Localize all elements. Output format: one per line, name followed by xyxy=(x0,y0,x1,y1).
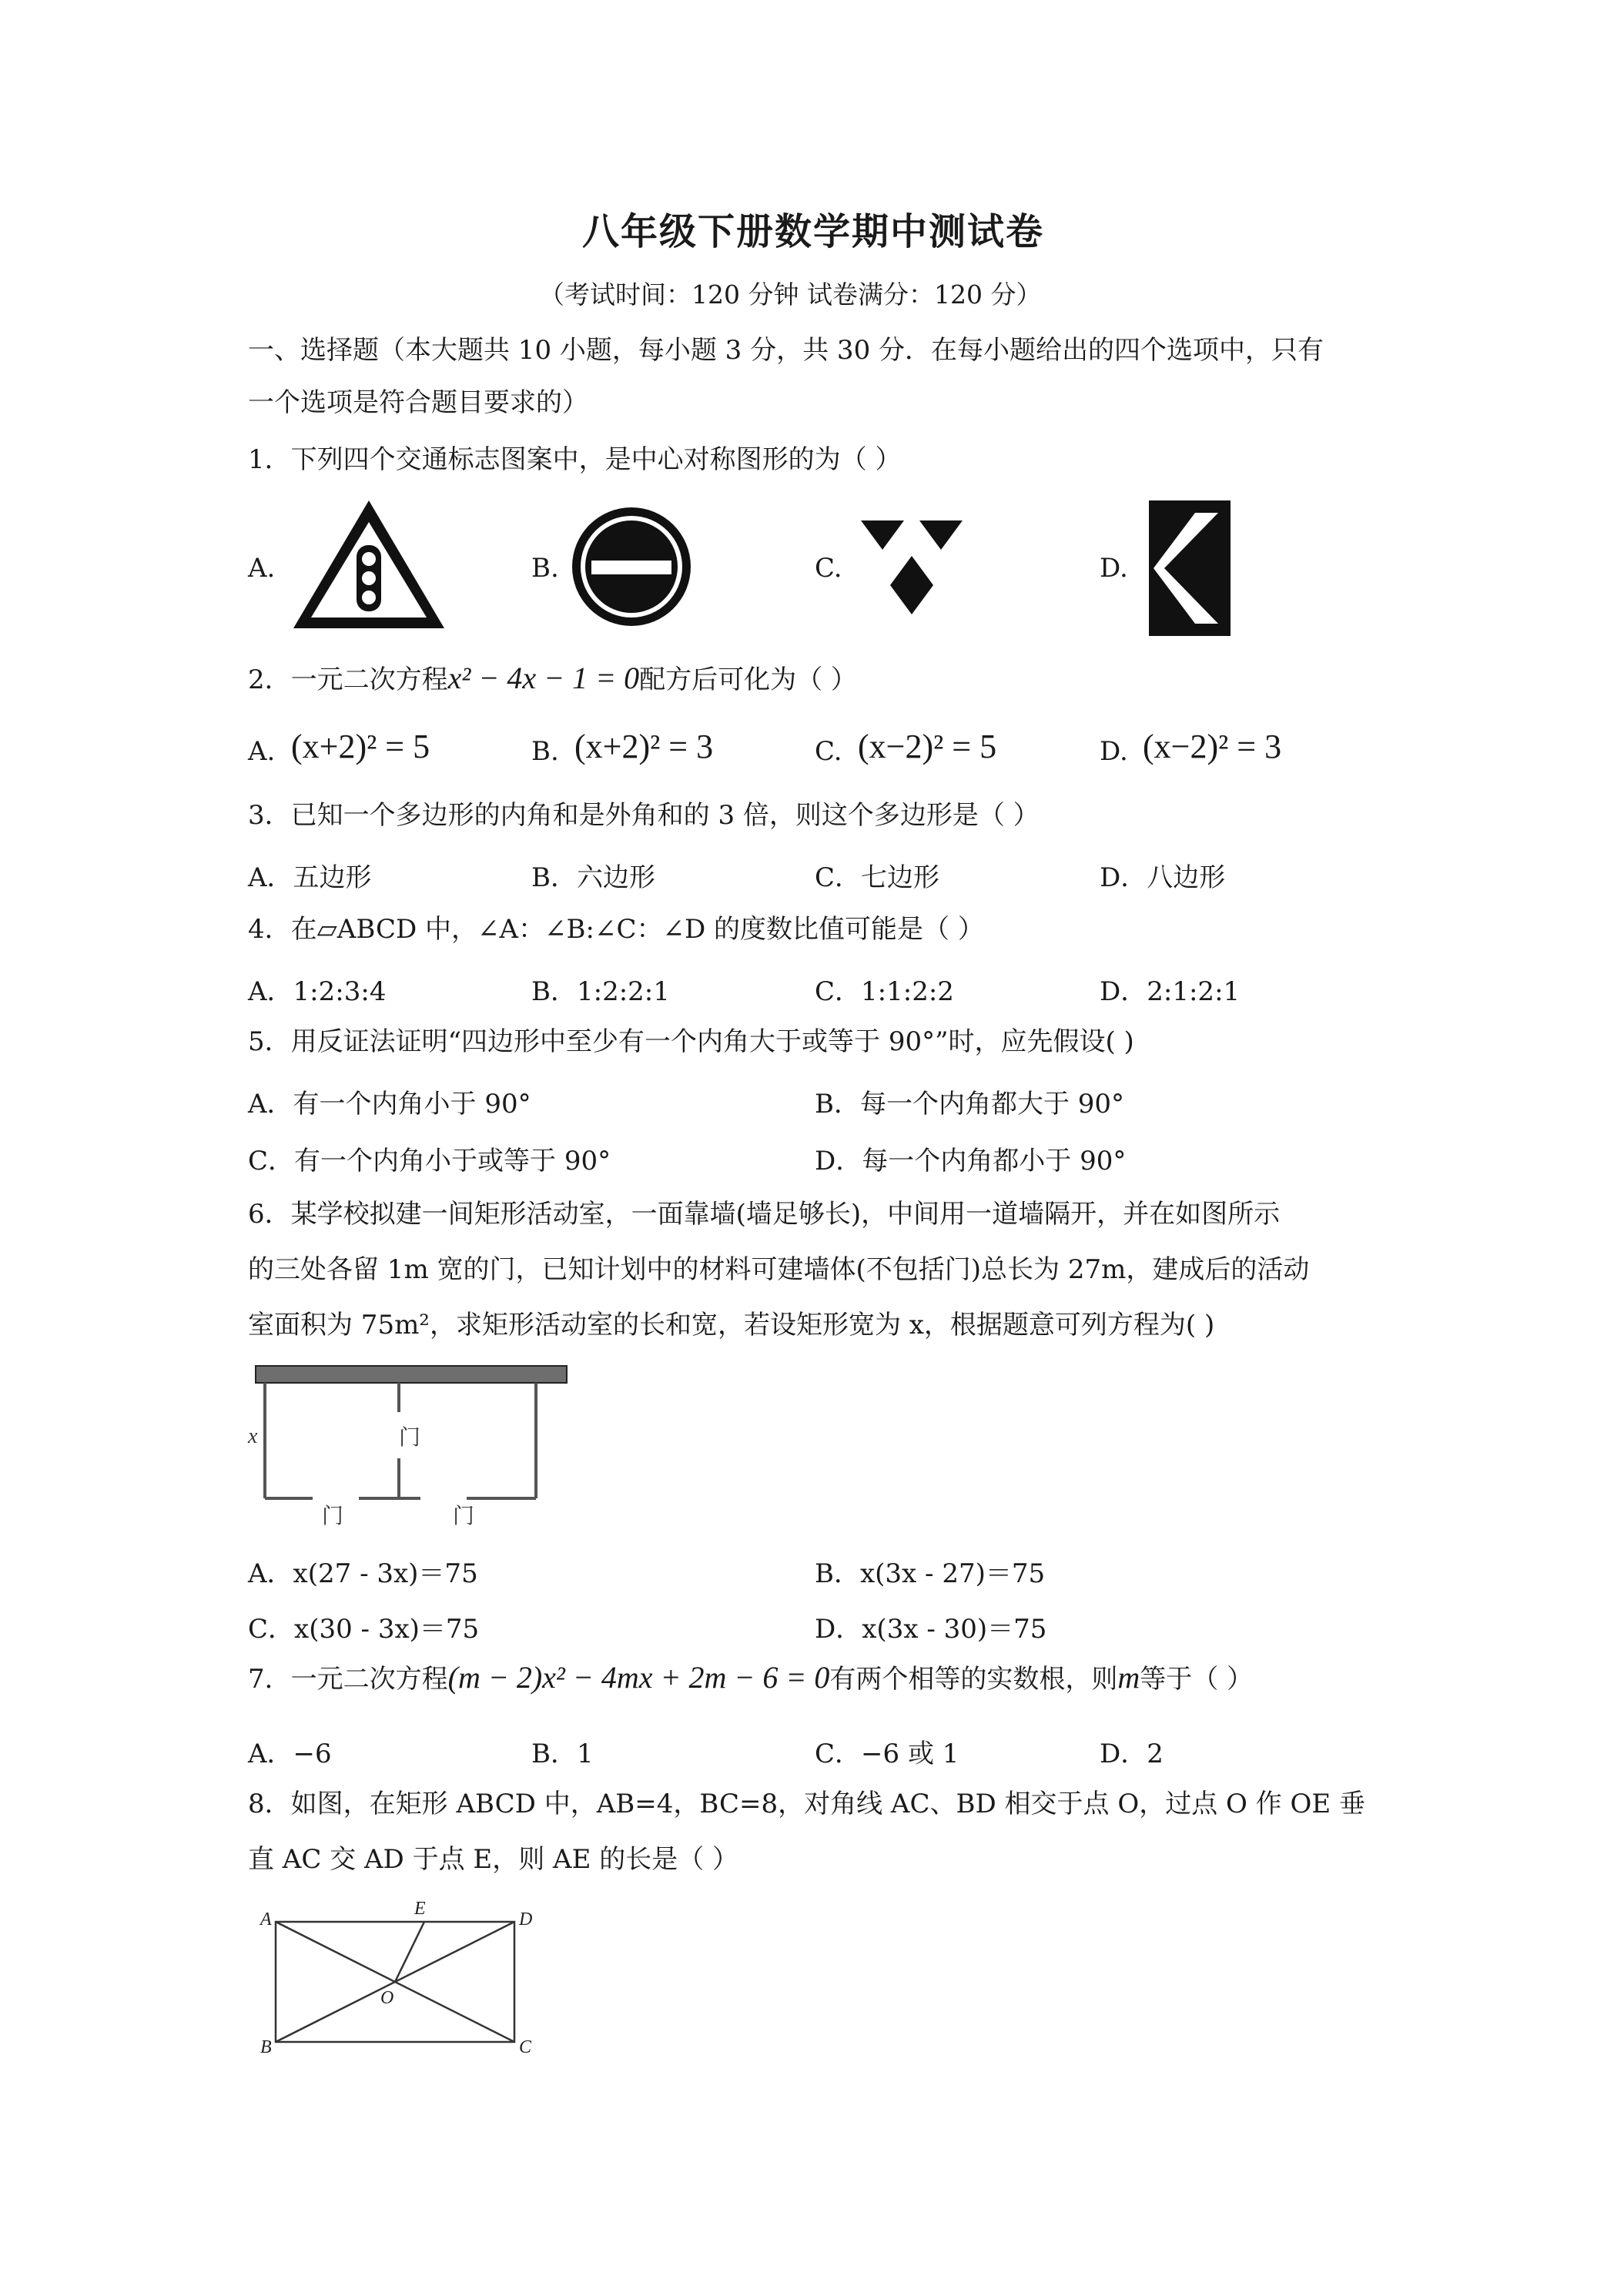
point-d-label: D xyxy=(519,1909,533,1930)
question-1-stem: 1．下列四个交通标志图案中，是中心对称图形的为（ ） xyxy=(248,444,902,475)
q2-option-c: (x−2)² = 5 xyxy=(858,728,997,765)
q2-equation: x² − 4x − 1 = 0 xyxy=(447,661,640,695)
wall-diagram-door-label-left: 门 xyxy=(322,1503,344,1528)
rectangle-diagonals-diagram xyxy=(253,1896,545,2057)
question-6-line-3: 室面积为 75m²，求矩形活动室的长和宽，若设矩形宽为 x，根据题意可列方程为( ) xyxy=(248,1310,1215,1340)
question-5-stem: 5．用反证法证明“四边形中至少有一个内角大于或等于 90°”时，应先假设( ) xyxy=(248,1026,1134,1057)
page-title: 八年级下册数学期中测试卷 xyxy=(582,210,1045,253)
point-c-label: C xyxy=(519,2037,532,2057)
q6-option-c: C．x(30 - 3x)＝75 xyxy=(248,1614,480,1645)
q6-option-d: D．x(3x - 30)＝75 xyxy=(815,1614,1047,1645)
q6-option-b: B．x(3x - 27)＝75 xyxy=(815,1558,1046,1589)
no-entry-sign-icon xyxy=(570,505,693,628)
chevron-left-sign-icon xyxy=(1147,499,1232,638)
q2-stem-suffix: 配方后可化为（ ） xyxy=(639,664,857,695)
question-2-stem xyxy=(248,662,857,696)
section-header-cont: 一个选项是符合题目要求的） xyxy=(248,387,588,418)
q5-option-d: D．每一个内角都小于 90° xyxy=(815,1146,1127,1176)
q2-option-d-label: D. xyxy=(1100,736,1128,767)
q3-option-b: B．六边形 xyxy=(531,862,655,893)
q4-option-d: D．2:1:2:1 xyxy=(1100,976,1241,1007)
q5-option-a: A．有一个内角小于 90° xyxy=(248,1089,531,1120)
question-7-stem xyxy=(248,1662,1253,1695)
q7-stem-prefix: 7．一元二次方程 xyxy=(248,1664,448,1695)
question-8-line-1: 8．如图，在矩形 ABCD 中，AB=4，BC=8，对角线 AC、BD 相交于点 O，过点 O 作 OE 垂 xyxy=(248,1789,1366,1819)
q1-option-d-label: D. xyxy=(1100,553,1128,584)
q2-stem-prefix: 2．一元二次方程 xyxy=(248,664,448,695)
q3-option-a: A．五边形 xyxy=(248,862,372,893)
q2-option-a: (x+2)² = 5 xyxy=(291,728,430,765)
q6-option-a: A．x(27 - 3x)＝75 xyxy=(248,1558,478,1589)
q7-option-d: D．2 xyxy=(1100,1739,1164,1769)
q7-option-b: B．1 xyxy=(531,1739,594,1769)
question-8-line-2: 直 AC 交 AD 于点 E，则 AE 的长是（ ） xyxy=(248,1844,739,1875)
point-b-label: B xyxy=(260,2037,272,2057)
point-e-label: E xyxy=(414,1899,426,1919)
question-6-line-1: 6．某学校拟建一间矩形活动室，一面靠墙(墙足够长)，中间用一道墙隔开，并在如图所示 xyxy=(248,1199,1281,1230)
question-6-line-2: 的三处各留 1m 宽的门，已知计划中的材料可建墙体(不包括门)总长为 27m，建成后的活动 xyxy=(248,1254,1310,1285)
q7-option-c: C．−6 或 1 xyxy=(815,1739,959,1769)
q2-option-d: (x−2)² = 3 xyxy=(1143,728,1282,765)
q4-option-b: B．1:2:2:1 xyxy=(531,976,670,1007)
q2-option-b-label: B. xyxy=(531,736,559,767)
q4-option-c: C．1:1:2:2 xyxy=(815,976,954,1007)
section-header: 一、选择题（本大题共 10 小题，每小题 3 分，共 30 分．在每小题给出的四个选项中，只有 xyxy=(248,335,1324,366)
q1-option-b-label: B. xyxy=(531,553,559,584)
q2-option-b: (x+2)² = 3 xyxy=(574,728,714,765)
q7-variable: m xyxy=(1117,1660,1140,1695)
wall-diagram-door-label-middle: 门 xyxy=(399,1424,421,1450)
point-o-label: O xyxy=(380,1988,394,2008)
point-a-label: A xyxy=(260,1909,272,1930)
exam-info: （考试时间：120 分钟 试卷满分：120 分） xyxy=(539,279,1042,310)
q7-stem-suffix: 等于（ ） xyxy=(1140,1664,1254,1695)
q4-option-a: A．1:2:3:4 xyxy=(248,976,387,1007)
q7-stem-middle: 有两个相等的实数根，则 xyxy=(829,1664,1118,1695)
three-triangle-sign-icon xyxy=(858,517,966,618)
q7-option-a: A．−6 xyxy=(248,1739,332,1769)
q2-option-a-label: A. xyxy=(248,736,276,767)
wall-diagram-door-label-right: 门 xyxy=(453,1503,475,1528)
q7-equation: (m − 2)x² − 4mx + 2m − 6 = 0 xyxy=(447,1660,830,1695)
q2-option-c-label: C. xyxy=(815,736,842,767)
q1-option-a-label: A. xyxy=(248,553,276,584)
q5-option-b: B．每一个内角都大于 90° xyxy=(815,1089,1125,1120)
question-3-stem: 3．已知一个多边形的内角和是外角和的 3 倍，则这个多边形是（ ） xyxy=(248,800,1040,831)
wall-diagram-x-label: x xyxy=(248,1424,258,1448)
question-4-stem: 4．在▱ABCD 中，∠A：∠B:∠C：∠D 的度数比值可能是（ ） xyxy=(248,914,984,945)
wall-room-diagram xyxy=(245,1358,576,1528)
q3-option-d: D．八边形 xyxy=(1100,862,1226,893)
q3-option-c: C．七边形 xyxy=(815,862,940,893)
q1-option-c-label: C. xyxy=(815,553,842,584)
q5-option-c: C．有一个内角小于或等于 90° xyxy=(248,1146,611,1176)
traffic-light-warning-sign-icon xyxy=(288,496,450,634)
